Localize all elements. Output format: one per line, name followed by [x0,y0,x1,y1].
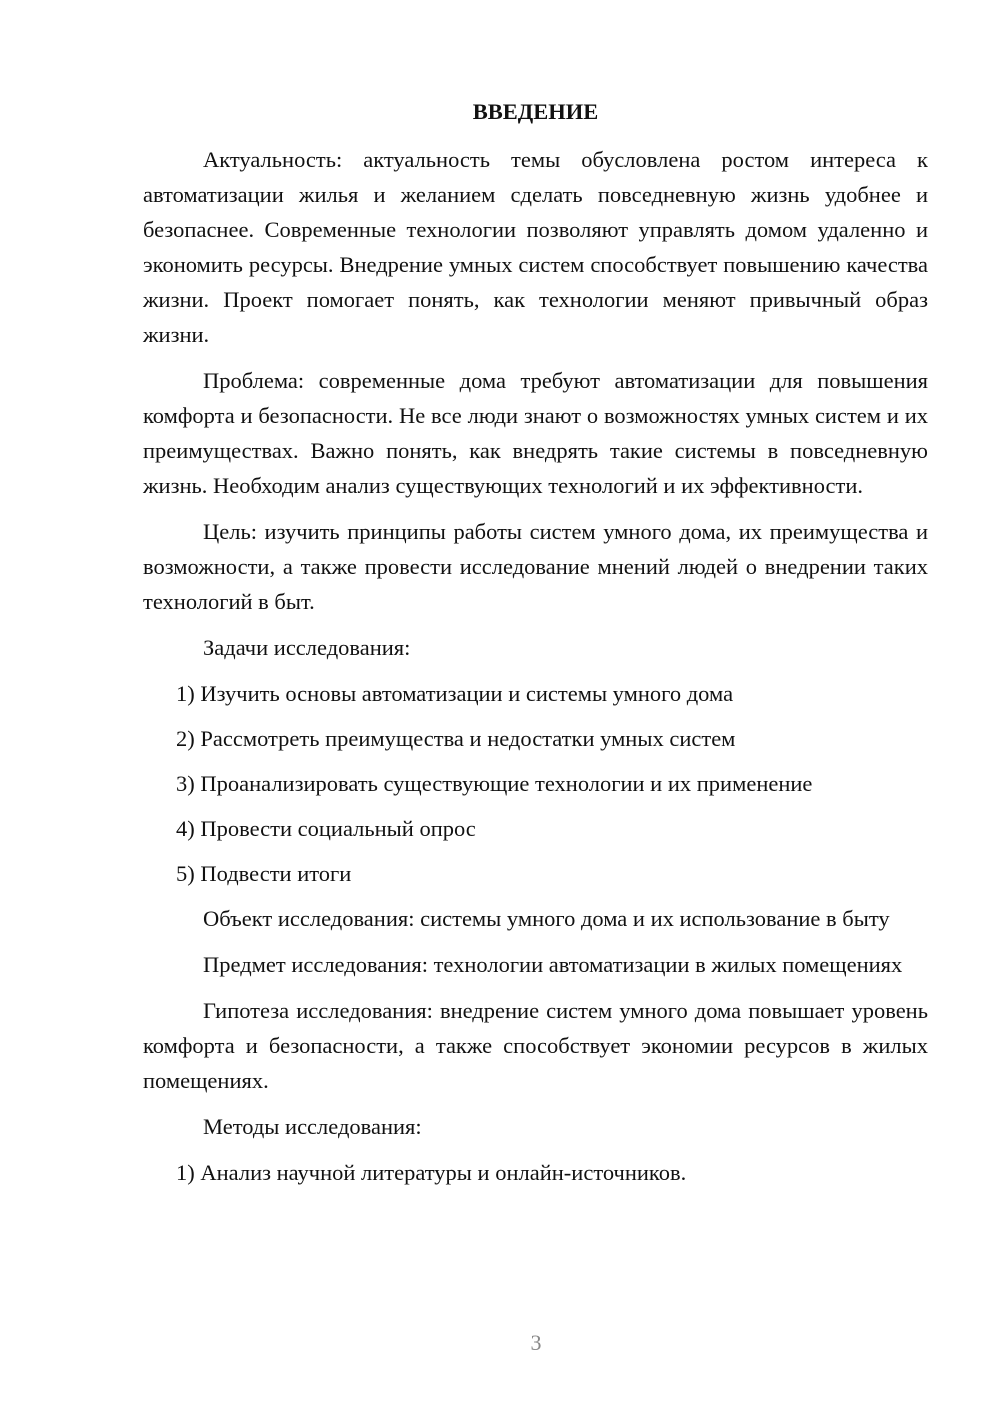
document-page [143,94,928,1200]
list-item: 1) Изучить основы автоматизации и системы умного дома [176,681,734,706]
list-item: 4) Провести социальный опрос [176,816,476,841]
relevance-paragraph: Актуальность: актуальность темы обусловлена ростом интереса к автоматизации жилья и желанием сделать повседневную жизнь удобнее и безопаснее. Современные технологии позволяют управлять домом удаленно и экономить ресурсы. Внедрение умных систем способствует повышению качества жизни. Проект помогает понять, как технологии меняют привычный образ жизни. [143,147,928,347]
list-item: 1) Анализ научной литературы и онлайн-источников. [176,1160,687,1185]
page-number: 3 [530,1330,542,1355]
hypothesis-paragraph: Гипотеза исследования: внедрение систем умного дома повышает уровень комфорта и безопасности, а также способствует экономии ресурсов в жилых помещениях. [143,998,928,1093]
methods-title: Методы исследования: [203,1114,422,1139]
tasks-title: Задачи исследования: [203,635,411,660]
problem-paragraph: Проблема: современные дома требуют автоматизации для повышения комфорта и безопасности. Не все люди знают о возможностях умных систем и их преимуществах. Важно понять, как внедрять такие системы в повседневную жизнь. Необходим анализ существующих технологий и их эффективности. [143,368,928,498]
subject-paragraph: Предмет исследования: технологии автоматизации в жилых помещениях [203,952,903,977]
goal-paragraph: Цель: изучить принципы работы систем умного дома, их преимущества и возможности, а также провести исследование мнений людей о внедрении таких технологий в быт. [143,519,928,614]
tasks-list [143,676,928,891]
object-paragraph: Объект исследования: системы умного дома и их использование в быту [203,906,890,931]
list-item: 3) Проанализировать существующие технологии и их применение [176,771,813,796]
list-item: 2) Рассмотреть преимущества и недостатки умных систем [176,726,736,751]
methods-list [143,1155,928,1190]
section-heading: ВВЕДЕНИЕ [472,99,599,124]
list-item: 5) Подвести итоги [176,861,352,886]
